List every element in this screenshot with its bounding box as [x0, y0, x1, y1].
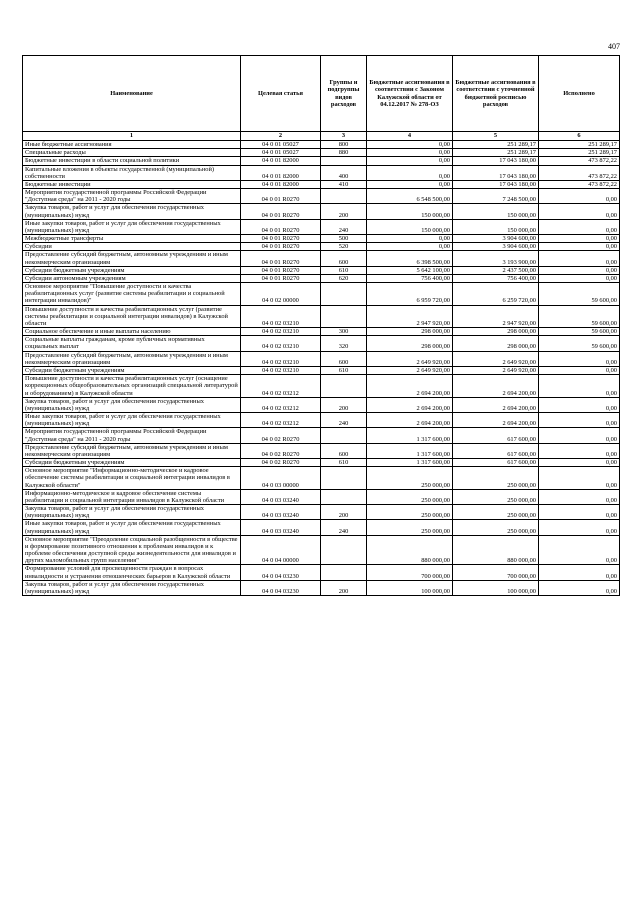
- row-refined-amount-cell: 3 904 600,00: [453, 235, 539, 243]
- row-name-cell: Межбюджетные трансферты: [23, 235, 241, 243]
- row-executed-amount-cell: 251 289,17: [539, 141, 620, 149]
- row-expense-group-cell: 600: [321, 351, 367, 366]
- row-name-cell: Предоставление субсидий бюджетным, автономным учреждениям и иным некоммерческим организациям: [23, 443, 241, 458]
- column-number: 5: [453, 132, 539, 141]
- row-expense-group-cell: 240: [321, 413, 367, 428]
- row-law-amount-cell: 0,00: [367, 243, 453, 251]
- table-row: [23, 305, 620, 328]
- row-expense-group-cell: 800: [321, 141, 367, 149]
- row-executed-amount-cell: 0,00: [539, 467, 620, 490]
- row-refined-amount-cell: 150 000,00: [453, 219, 539, 234]
- table-row: [23, 489, 620, 504]
- row-refined-amount-cell: 2 947 920,00: [453, 305, 539, 328]
- row-executed-amount-cell: 0,00: [539, 204, 620, 219]
- row-expense-group-cell: 240: [321, 520, 367, 535]
- row-expense-group-cell: [321, 305, 367, 328]
- table-row: [23, 459, 620, 467]
- table-row: [23, 351, 620, 366]
- row-executed-amount-cell: 0,00: [539, 413, 620, 428]
- row-refined-amount-cell: 617 600,00: [453, 459, 539, 467]
- row-target-article-cell: 04 0 02 00000: [241, 283, 321, 306]
- row-executed-amount-cell: 0,00: [539, 565, 620, 580]
- row-name-cell: Бюджетные инвестиции в области социальной политики: [23, 157, 241, 165]
- row-executed-amount-cell: 0,00: [539, 443, 620, 458]
- table-body: [23, 141, 620, 596]
- row-refined-amount-cell: 100 000,00: [453, 580, 539, 595]
- row-name-cell: Иные бюджетные ассигнования: [23, 141, 241, 149]
- row-executed-amount-cell: 0,00: [539, 397, 620, 412]
- column-number: 4: [367, 132, 453, 141]
- row-target-article-cell: 04 0 04 03230: [241, 565, 321, 580]
- table-row: [23, 413, 620, 428]
- row-expense-group-cell: 200: [321, 204, 367, 219]
- row-executed-amount-cell: 0,00: [539, 459, 620, 467]
- row-law-amount-cell: 2 649 920,00: [367, 351, 453, 366]
- row-law-amount-cell: 6 959 720,00: [367, 283, 453, 306]
- table-row: [23, 251, 620, 266]
- row-executed-amount-cell: 0,00: [539, 243, 620, 251]
- row-name-cell: Иные закупки товаров, работ и услуг для обеспечения государственных (муниципальных) нужд: [23, 413, 241, 428]
- row-name-cell: Субсидии бюджетным учреждениям: [23, 459, 241, 467]
- row-refined-amount-cell: 6 259 720,00: [453, 283, 539, 306]
- row-refined-amount-cell: 17 043 180,00: [453, 157, 539, 165]
- row-target-article-cell: 04 0 01 R0270: [241, 274, 321, 282]
- row-target-article-cell: 04 0 01 82000: [241, 180, 321, 188]
- table-row: [23, 535, 620, 565]
- row-law-amount-cell: 0,00: [367, 149, 453, 157]
- row-executed-amount-cell: 59 600,00: [539, 283, 620, 306]
- row-expense-group-cell: [321, 489, 367, 504]
- row-executed-amount-cell: 0,00: [539, 520, 620, 535]
- row-target-article-cell: 04 0 03 00000: [241, 467, 321, 490]
- row-law-amount-cell: 250 000,00: [367, 467, 453, 490]
- header-row: [23, 56, 620, 132]
- table-row: [23, 580, 620, 595]
- row-name-cell: Капитальные вложения в объекты государственной (муниципальной) собственности: [23, 165, 241, 180]
- row-expense-group-cell: 620: [321, 274, 367, 282]
- row-refined-amount-cell: 2 649 920,00: [453, 351, 539, 366]
- row-law-amount-cell: 2 947 920,00: [367, 305, 453, 328]
- table-row: [23, 149, 620, 157]
- row-executed-amount-cell: 0,00: [539, 489, 620, 504]
- row-executed-amount-cell: 0,00: [539, 428, 620, 443]
- row-name-cell: Субсидии автономным учреждениям: [23, 274, 241, 282]
- row-expense-group-cell: 520: [321, 243, 367, 251]
- row-target-article-cell: 04 0 01 05027: [241, 141, 321, 149]
- row-refined-amount-cell: 2 694 200,00: [453, 397, 539, 412]
- row-executed-amount-cell: 0,00: [539, 580, 620, 595]
- row-law-amount-cell: 2 694 200,00: [367, 413, 453, 428]
- row-refined-amount-cell: 617 600,00: [453, 443, 539, 458]
- row-law-amount-cell: 5 642 100,00: [367, 266, 453, 274]
- row-target-article-cell: 04 0 03 03240: [241, 489, 321, 504]
- table-row: [23, 157, 620, 165]
- row-refined-amount-cell: 251 289,17: [453, 149, 539, 157]
- table-row: [23, 443, 620, 458]
- row-refined-amount-cell: 250 000,00: [453, 489, 539, 504]
- table-row: [23, 274, 620, 282]
- table-row: [23, 520, 620, 535]
- row-expense-group-cell: 610: [321, 459, 367, 467]
- table-row: [23, 467, 620, 490]
- table-row: [23, 428, 620, 443]
- row-law-amount-cell: 700 000,00: [367, 565, 453, 580]
- row-executed-amount-cell: 59 600,00: [539, 305, 620, 328]
- row-expense-group-cell: 410: [321, 180, 367, 188]
- table-row: [23, 565, 620, 580]
- row-target-article-cell: 04 0 02 R0270: [241, 443, 321, 458]
- row-target-article-cell: 04 0 04 00000: [241, 535, 321, 565]
- row-name-cell: Мероприятия государственной программы Российской Федерации "Доступная среда" на 2011 - 2020 годы: [23, 428, 241, 443]
- row-name-cell: Основное мероприятие "Преодоление социальной разобщенности в обществе и формирование позитивного отношения к проблемам инвалидов и к проблеме обеспечения доступной среды жизнедеятельности для инвалидов и других маломобильных групп населения": [23, 535, 241, 565]
- row-expense-group-cell: 610: [321, 266, 367, 274]
- row-target-article-cell: 04 0 02 03212: [241, 413, 321, 428]
- table-row: [23, 397, 620, 412]
- row-name-cell: Основное мероприятие "Повышение доступности и качества реабилитационных услуг (развитие системы реабилитации и социальной интеграции инвалидов)": [23, 283, 241, 306]
- row-law-amount-cell: 250 000,00: [367, 505, 453, 520]
- table-row: [23, 219, 620, 234]
- row-law-amount-cell: 2 694 200,00: [367, 375, 453, 398]
- row-target-article-cell: 04 0 01 R0270: [241, 189, 321, 204]
- table-row: [23, 366, 620, 374]
- row-law-amount-cell: 6 548 500,00: [367, 189, 453, 204]
- row-expense-group-cell: [321, 535, 367, 565]
- row-expense-group-cell: [321, 565, 367, 580]
- row-target-article-cell: 04 0 01 R0270: [241, 243, 321, 251]
- page-number: 407: [608, 42, 620, 51]
- row-expense-group-cell: 500: [321, 235, 367, 243]
- row-name-cell: Формирование условий для просвещенности граждан в вопросах инвалидности и устранения отношенческих барьеров в Калужской области: [23, 565, 241, 580]
- row-name-cell: Социальное обеспечение и иные выплаты населению: [23, 328, 241, 336]
- row-executed-amount-cell: 0,00: [539, 351, 620, 366]
- row-name-cell: Иные закупки товаров, работ и услуг для обеспечения государственных (муниципальных) нужд: [23, 219, 241, 234]
- row-executed-amount-cell: 0,00: [539, 505, 620, 520]
- header-target-article: Целевая статья: [241, 56, 321, 132]
- header-law-allocations: Бюджетные ассигнования в соответствии с Законом Калужской области от 04.12.2017 № 278-ОЗ: [367, 56, 453, 132]
- row-expense-group-cell: [321, 467, 367, 490]
- header-expense-groups: Группы и подгруппы видов расходов: [321, 56, 367, 132]
- table-row: [23, 336, 620, 351]
- row-name-cell: Предоставление субсидий бюджетным, автономным учреждениям и иным некоммерческим организациям: [23, 351, 241, 366]
- row-target-article-cell: 04 0 03 03240: [241, 520, 321, 535]
- row-target-article-cell: 04 0 01 82000: [241, 165, 321, 180]
- row-refined-amount-cell: 7 248 500,00: [453, 189, 539, 204]
- row-target-article-cell: 04 0 01 R0270: [241, 235, 321, 243]
- row-name-cell: Закупка товаров, работ и услуг для обеспечения государственных (муниципальных) нужд: [23, 204, 241, 219]
- row-executed-amount-cell: 59 600,00: [539, 336, 620, 351]
- row-name-cell: Субсидии бюджетным учреждениям: [23, 366, 241, 374]
- row-target-article-cell: 04 0 01 R0270: [241, 204, 321, 219]
- row-expense-group-cell: 880: [321, 149, 367, 157]
- row-expense-group-cell: 200: [321, 397, 367, 412]
- row-executed-amount-cell: 0,00: [539, 251, 620, 266]
- row-expense-group-cell: 240: [321, 219, 367, 234]
- row-refined-amount-cell: 250 000,00: [453, 467, 539, 490]
- row-target-article-cell: 04 0 02 03210: [241, 366, 321, 374]
- table-row: [23, 180, 620, 188]
- row-executed-amount-cell: 473 872,22: [539, 180, 620, 188]
- row-refined-amount-cell: 298 000,00: [453, 336, 539, 351]
- row-refined-amount-cell: 2 694 200,00: [453, 413, 539, 428]
- row-law-amount-cell: 298 000,00: [367, 328, 453, 336]
- row-executed-amount-cell: 0,00: [539, 366, 620, 374]
- row-target-article-cell: 04 0 02 R0270: [241, 428, 321, 443]
- row-law-amount-cell: 2 694 200,00: [367, 397, 453, 412]
- column-number: 3: [321, 132, 367, 141]
- row-name-cell: Закупка товаров, работ и услуг для обеспечения государственных (муниципальных) нужд: [23, 505, 241, 520]
- header-executed: Исполнено: [539, 56, 620, 132]
- row-executed-amount-cell: 59 600,00: [539, 328, 620, 336]
- row-executed-amount-cell: 473 872,22: [539, 157, 620, 165]
- row-law-amount-cell: 880 000,00: [367, 535, 453, 565]
- row-executed-amount-cell: 0,00: [539, 535, 620, 565]
- row-name-cell: Иные закупки товаров, работ и услуг для обеспечения государственных (муниципальных) нужд: [23, 520, 241, 535]
- row-name-cell: Социальные выплаты гражданам, кроме публичных нормативных социальных выплат: [23, 336, 241, 351]
- row-law-amount-cell: 0,00: [367, 165, 453, 180]
- row-target-article-cell: 04 0 02 03212: [241, 375, 321, 398]
- row-refined-amount-cell: 251 289,17: [453, 141, 539, 149]
- row-refined-amount-cell: 150 000,00: [453, 204, 539, 219]
- row-name-cell: Бюджетные инвестиции: [23, 180, 241, 188]
- table-row: [23, 189, 620, 204]
- row-refined-amount-cell: 880 000,00: [453, 535, 539, 565]
- row-refined-amount-cell: 17 043 180,00: [453, 180, 539, 188]
- row-refined-amount-cell: 17 043 180,00: [453, 165, 539, 180]
- row-target-article-cell: 04 0 02 03210: [241, 336, 321, 351]
- row-law-amount-cell: 0,00: [367, 141, 453, 149]
- table-row: [23, 204, 620, 219]
- row-refined-amount-cell: 617 600,00: [453, 428, 539, 443]
- table-row: [23, 141, 620, 149]
- row-law-amount-cell: 0,00: [367, 157, 453, 165]
- row-expense-group-cell: [321, 428, 367, 443]
- row-target-article-cell: 04 0 01 R0270: [241, 251, 321, 266]
- row-target-article-cell: 04 0 04 03230: [241, 580, 321, 595]
- row-expense-group-cell: [321, 157, 367, 165]
- row-law-amount-cell: 1 317 600,00: [367, 443, 453, 458]
- row-expense-group-cell: [321, 283, 367, 306]
- table-row: [23, 328, 620, 336]
- row-target-article-cell: 04 0 01 R0270: [241, 219, 321, 234]
- row-target-article-cell: 04 0 02 03212: [241, 397, 321, 412]
- row-target-article-cell: 04 0 01 82000: [241, 157, 321, 165]
- row-expense-group-cell: 200: [321, 505, 367, 520]
- column-number-row: [23, 132, 620, 141]
- row-expense-group-cell: 610: [321, 366, 367, 374]
- row-expense-group-cell: 320: [321, 336, 367, 351]
- row-law-amount-cell: 298 000,00: [367, 336, 453, 351]
- row-law-amount-cell: 100 000,00: [367, 580, 453, 595]
- row-refined-amount-cell: 298 000,00: [453, 328, 539, 336]
- row-executed-amount-cell: 0,00: [539, 274, 620, 282]
- row-law-amount-cell: 1 317 600,00: [367, 459, 453, 467]
- row-law-amount-cell: 756 400,00: [367, 274, 453, 282]
- row-name-cell: Закупка товаров, работ и услуг для обеспечения государственных (муниципальных) нужд: [23, 580, 241, 595]
- row-target-article-cell: 04 0 02 R0270: [241, 459, 321, 467]
- row-executed-amount-cell: 251 289,17: [539, 149, 620, 157]
- row-law-amount-cell: 150 000,00: [367, 219, 453, 234]
- row-law-amount-cell: 1 317 600,00: [367, 428, 453, 443]
- row-target-article-cell: 04 0 02 03210: [241, 351, 321, 366]
- row-law-amount-cell: 2 649 920,00: [367, 366, 453, 374]
- row-refined-amount-cell: 250 000,00: [453, 520, 539, 535]
- row-law-amount-cell: 250 000,00: [367, 520, 453, 535]
- row-law-amount-cell: 0,00: [367, 235, 453, 243]
- table-row: [23, 243, 620, 251]
- column-number: 6: [539, 132, 620, 141]
- row-refined-amount-cell: 2 694 200,00: [453, 375, 539, 398]
- row-refined-amount-cell: 3 193 900,00: [453, 251, 539, 266]
- header-name: Наименование: [23, 56, 241, 132]
- row-executed-amount-cell: 473 872,22: [539, 165, 620, 180]
- column-number: 2: [241, 132, 321, 141]
- row-target-article-cell: 04 0 03 03240: [241, 505, 321, 520]
- row-executed-amount-cell: 0,00: [539, 375, 620, 398]
- row-refined-amount-cell: 2 649 920,00: [453, 366, 539, 374]
- table-row: [23, 375, 620, 398]
- row-law-amount-cell: 250 000,00: [367, 489, 453, 504]
- row-name-cell: Предоставление субсидий бюджетным, автономным учреждениям и иным некоммерческим организациям: [23, 251, 241, 266]
- row-expense-group-cell: [321, 189, 367, 204]
- row-refined-amount-cell: 2 437 500,00: [453, 266, 539, 274]
- row-executed-amount-cell: 0,00: [539, 189, 620, 204]
- row-expense-group-cell: [321, 375, 367, 398]
- row-refined-amount-cell: 756 400,00: [453, 274, 539, 282]
- row-expense-group-cell: 400: [321, 165, 367, 180]
- row-name-cell: Информационно-методическое и кадровое обеспечение системы реабилитации и социальной интеграции инвалидов в Калужской области: [23, 489, 241, 504]
- row-name-cell: Повышение доступности и качества реабилитационных услуг (развитие системы реабилитации и социальной интеграции инвалидов) в Калужской области: [23, 305, 241, 328]
- row-law-amount-cell: 0,00: [367, 180, 453, 188]
- row-name-cell: Закупка товаров, работ и услуг для обеспечения государственных (муниципальных) нужд: [23, 397, 241, 412]
- row-executed-amount-cell: 0,00: [539, 219, 620, 234]
- row-expense-group-cell: 600: [321, 251, 367, 266]
- table-row: [23, 505, 620, 520]
- row-target-article-cell: 04 0 02 03210: [241, 305, 321, 328]
- row-executed-amount-cell: 0,00: [539, 235, 620, 243]
- row-executed-amount-cell: 0,00: [539, 266, 620, 274]
- row-name-cell: Субсидии: [23, 243, 241, 251]
- row-target-article-cell: 04 0 01 05027: [241, 149, 321, 157]
- row-refined-amount-cell: 250 000,00: [453, 505, 539, 520]
- table-row: [23, 283, 620, 306]
- row-expense-group-cell: 600: [321, 443, 367, 458]
- table-row: [23, 235, 620, 243]
- row-name-cell: Основное мероприятие "Информационно-методическое и кадровое обеспечение системы реабилитации и социальной интеграции инвалидов в Калужской области": [23, 467, 241, 490]
- header-refined-allocations: Бюджетные ассигнования в соответствии с уточненной бюджетной росписью расходов: [453, 56, 539, 132]
- table-row: [23, 165, 620, 180]
- row-name-cell: Повышение доступности и качества реабилитационных услуг (оснащение коррекционных общеобразовательных организаций специальной литературой и оборудованием) в Калужской области: [23, 375, 241, 398]
- row-law-amount-cell: 150 000,00: [367, 204, 453, 219]
- row-target-article-cell: 04 0 01 R0270: [241, 266, 321, 274]
- table-row: [23, 266, 620, 274]
- row-name-cell: Мероприятия государственной программы Российской Федерации "Доступная среда" на 2011 - 2020 годы: [23, 189, 241, 204]
- row-name-cell: Специальные расходы: [23, 149, 241, 157]
- column-number: 1: [23, 132, 241, 141]
- row-target-article-cell: 04 0 02 03210: [241, 328, 321, 336]
- budget-table: [22, 55, 620, 596]
- row-refined-amount-cell: 3 904 600,00: [453, 243, 539, 251]
- row-expense-group-cell: 200: [321, 580, 367, 595]
- row-refined-amount-cell: 700 000,00: [453, 565, 539, 580]
- row-name-cell: Субсидии бюджетным учреждениям: [23, 266, 241, 274]
- row-expense-group-cell: 300: [321, 328, 367, 336]
- row-law-amount-cell: 6 398 500,00: [367, 251, 453, 266]
